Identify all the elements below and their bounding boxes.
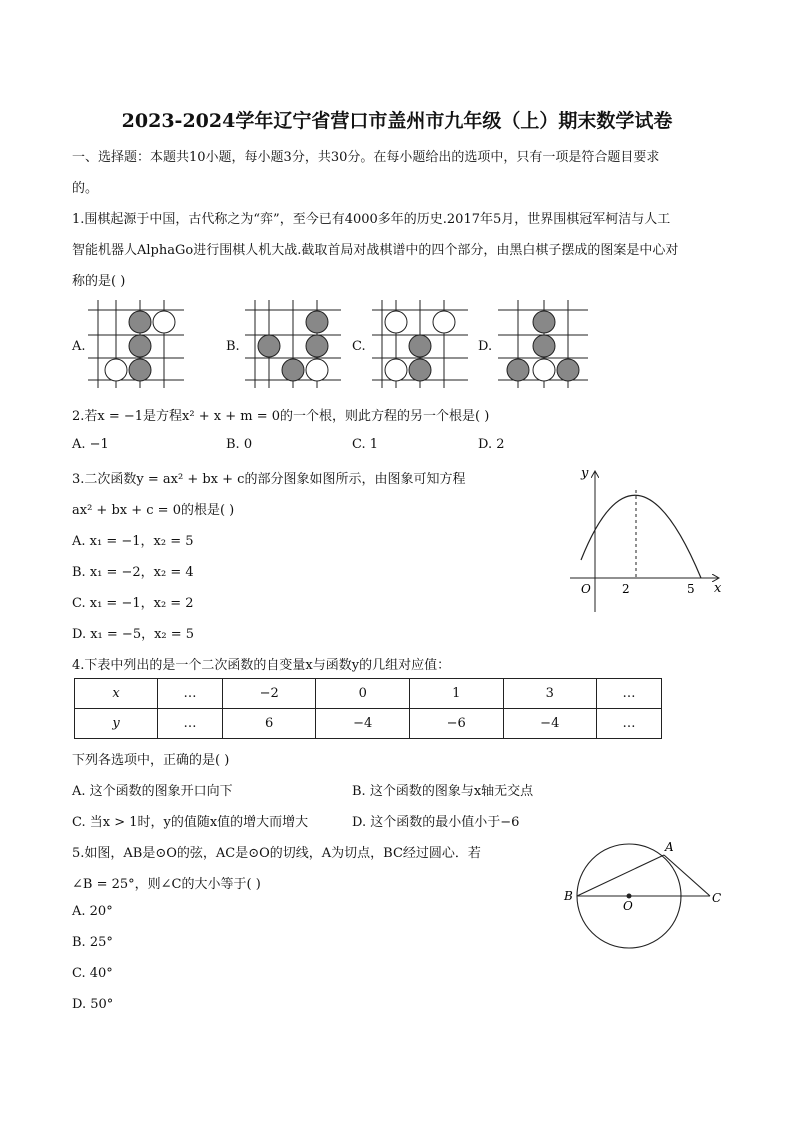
table-cell: −4 [503, 709, 597, 739]
table-cell: … [597, 679, 662, 709]
graph-tick-5: 5 [687, 582, 695, 596]
q4-value-table [74, 678, 662, 739]
q4-stem: 4.下表中列出的是一个二次函数的自变量x与函数y的几组对应值： [72, 658, 451, 673]
q4-option-a: A. 这个函数的图象开口向下 [72, 784, 233, 799]
table-cell: 0 [316, 679, 410, 709]
q1-line3: 称的是( ) [72, 274, 126, 289]
table-cell: … [158, 709, 223, 739]
q1-option-c-label: C. [352, 339, 366, 354]
table-cell: … [597, 709, 662, 739]
table-cell: x [75, 679, 158, 709]
q5-circle-figure [560, 838, 730, 958]
table-cell: −4 [316, 709, 410, 739]
q1-line1: 1.围棋起源于中国，古代称之为“弈”，至今已有4000多年的历史.2017年5月，世界围棋冠军柯洁与人工 [72, 212, 671, 227]
table-cell: y [75, 709, 158, 739]
q1-line2: 智能机器人AlphaGo进行围棋人机大战.截取首局对战棋谱中的四个部分，由黑白棋子摆成的图案是中心对 [72, 243, 679, 258]
q3-option-a: A. x₁ = −1，x₂ = 5 [72, 534, 194, 549]
q5-option-d: D. 50° [72, 997, 114, 1012]
q2-option-a: A. −1 [72, 437, 109, 452]
graph-origin-label: O [581, 582, 591, 596]
label-b: B [564, 889, 573, 903]
table-row-y [75, 709, 662, 739]
label-c: C [712, 891, 722, 905]
q5-option-b: B. 25° [72, 935, 113, 950]
q4-prompt: 下列各选项中，正确的是( ) [72, 753, 230, 768]
q1-option-a-label: A. [72, 339, 86, 354]
go-board-a [88, 300, 188, 390]
label-o: O [623, 899, 633, 913]
q2-option-b: B. 0 [226, 437, 253, 452]
table-cell: 1 [409, 679, 503, 709]
section-header-line1: 一、选择题：本题共10小题，每小题3分，共30分。在每小题给出的选项中，只有一项是符合题目要求 [72, 150, 660, 165]
segment-ac [664, 855, 710, 896]
q4-option-d: D. 这个函数的最小值小于−6 [352, 815, 520, 830]
q1-option-d-label: D. [478, 339, 493, 354]
q5-option-c: C. 40° [72, 966, 113, 981]
q5-line1: 5.如图，AB是⊙O的弦，AC是⊙O的切线，A为切点，BC经过圆心．若 [72, 846, 481, 861]
go-board-d [498, 300, 598, 390]
q3-line1: 3.二次函数y = ax² + bx + c的部分图象如图所示，由图象可知方程 [72, 472, 466, 487]
page-title: 2023-2024学年辽宁省营口市盖州市九年级（上）期末数学试卷 [121, 110, 673, 132]
section-header-line2: 的。 [72, 181, 99, 196]
table-row-x [75, 679, 662, 709]
go-board-b [245, 300, 345, 390]
parabola-curve [581, 495, 701, 578]
q1-option-b-label: B. [226, 339, 240, 354]
go-board-c [372, 300, 472, 390]
table-cell: 6 [222, 709, 316, 739]
graph-tick-2: 2 [622, 582, 630, 596]
q3-option-b: B. x₁ = −2，x₂ = 4 [72, 565, 194, 580]
table-cell: −6 [409, 709, 503, 739]
q3-line2: ax² + bx + c = 0的根是( ) [72, 503, 235, 518]
q5-line2: ∠B = 25°，则∠C的大小等于( ) [72, 877, 261, 892]
table-cell: −2 [222, 679, 316, 709]
center-point [627, 894, 632, 899]
q3-option-c: C. x₁ = −1，x₂ = 2 [72, 596, 194, 611]
table-cell: … [158, 679, 223, 709]
q2-option-c: C. 1 [352, 437, 379, 452]
q3-parabola-graph [568, 462, 728, 612]
q2-stem: 2.若x = −1是方程x² + x + m = 0的一个根，则此方程的另一个根是( ) [72, 409, 490, 424]
table-cell: 3 [503, 679, 597, 709]
graph-x-label: x [714, 581, 722, 596]
graph-y-label: y [581, 466, 589, 481]
label-a: A [665, 840, 674, 854]
q4-option-b: B. 这个函数的图象与x轴无交点 [352, 784, 534, 799]
q3-option-d: D. x₁ = −5，x₂ = 5 [72, 627, 195, 642]
q4-option-c: C. 当x > 1时，y的值随x值的增大而增大 [72, 815, 309, 830]
q2-option-d: D. 2 [478, 437, 505, 452]
q5-option-a: A. 20° [72, 904, 113, 919]
